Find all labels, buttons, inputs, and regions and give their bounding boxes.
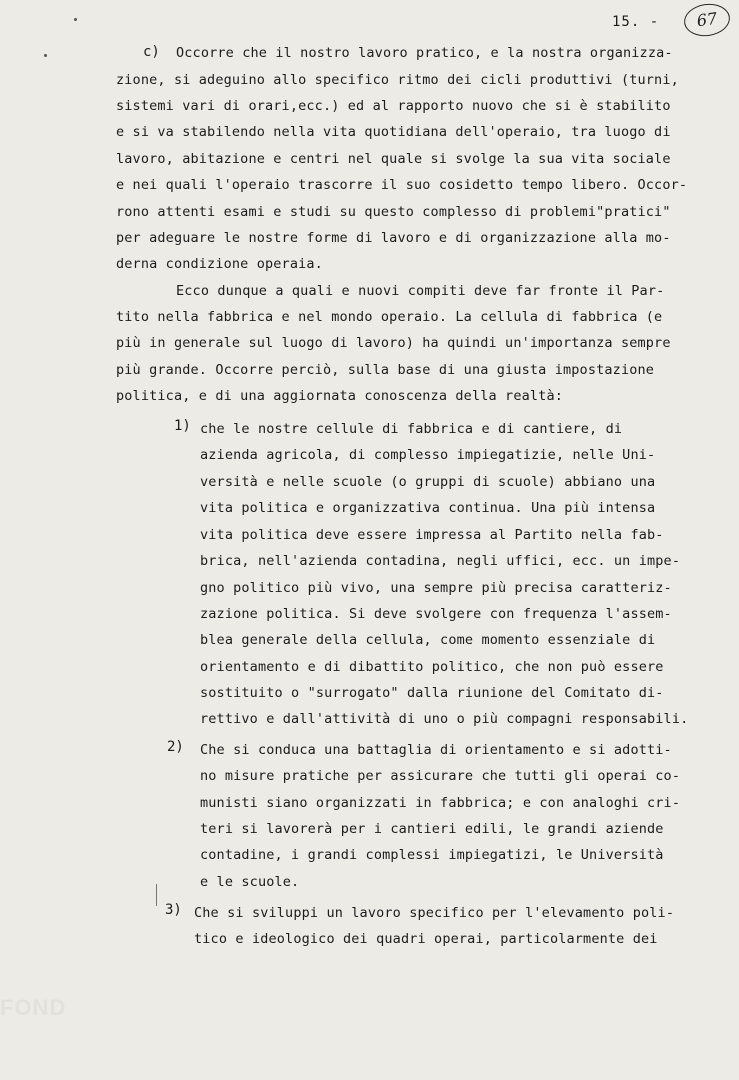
item-1-line: azienda agricola, di complesso impiegatizie, nelle Uni- [200,447,656,463]
item-2-line: contadine, i grandi complessi impiegatizi, le Università [200,847,664,863]
page-number: 15. - [612,14,660,30]
item-1-line: vita politica deve essere impressa al Partito nella fab- [200,527,664,543]
section-c-line: Occorre che il nostro lavoro pratico, e la nostra organizza- [176,45,673,61]
paragraph-line: Ecco dunque a quali e nuovi compiti deve far fronte il Par- [176,283,665,299]
section-c-line: zione, si adeguino allo specifico ritmo dei cicli produttivi (turni, [116,72,679,88]
item-1-line: che le nostre cellule di fabbrica e di cantiere, di [200,421,623,437]
section-c-line: sistemi vari di orari,ecc.) ed al rapporto nuovo che si è stabilito [116,98,671,114]
section-c-line: e nei quali l'operaio trascorre il suo cosidetto tempo libero. Occor- [116,177,688,193]
item-1-line: vita politica e organizzativa continua. Una più intensa [200,500,656,516]
paragraph-line: tito nella fabbrica e nel mondo operaio. La cellula di fabbrica (e [116,309,663,325]
paragraph-line: più in generale sul luogo di lavoro) ha quindi un'importanza sempre [116,335,671,351]
archive-watermark: FOND [0,995,67,1020]
margin-mark [156,884,157,906]
item-1-line: brica, nell'azienda contadina, negli uffici, ecc. un impe- [200,553,681,569]
item-1-line: gno politico più vivo, una sempre più precisa caratteriz- [200,580,672,596]
section-c-label: c) [143,44,160,60]
paragraph-line: più grande. Occorre perciò, sulla base di una giusta impostazione [116,362,655,378]
item-3-line: tico e ideologico dei quadri operai, particolarmente dei [194,931,658,947]
section-c-line: per adeguare le nostre forme di lavoro e di organizzazione alla mo- [116,230,671,246]
item-1-label: 1) [174,418,191,434]
section-c-line: e si va stabilendo nella vita quotidiana dell'operaio, tra luogo di [116,124,671,140]
paper-speck [74,18,77,21]
item-1-line: zazione politica. Si deve svolgere con frequenza l'assem- [200,606,672,622]
item-2-line: Che si conduca una battaglia di orientamento e si adotti- [200,742,672,758]
item-1-line: sostituito o "surrogato" dalla riunione del Comitato di- [200,685,664,701]
item-1-line: versità e nelle scuole (o gruppi di scuole) abbiano una [200,474,656,490]
item-1-line: rettivo e dall'attività di uno o più compagni responsabili. [200,711,689,727]
item-2-line: teri si lavorerà per i cantieri edili, le grandi aziende [200,821,664,837]
item-3-line: Che si sviluppi un lavoro specifico per l'elevamento poli- [194,905,675,921]
section-c-line: derna condizione operaia. [116,256,323,272]
item-1-line: blea generale della cellula, come momento essenziale di [200,632,656,648]
item-2-line: no misure pratiche per assicurare che tutti gli operai co- [200,768,681,784]
section-c-line: rono attenti esami e studi su questo complesso di problemi"pratici" [116,204,671,220]
item-3-label: 3) [165,902,182,918]
item-2-line: munisti siano organizzati in fabbrica; e con analoghi cri- [200,795,681,811]
paragraph-line: politica, e di una aggiornata conoscenza della realtà: [116,388,563,404]
item-1-line: orientamento e di dibattito politico, che non può essere [200,659,664,675]
item-2-label: 2) [167,739,184,755]
folio-number: 67 [682,1,732,39]
paper-speck [44,54,47,57]
item-2-line: e le scuole. [200,874,300,890]
section-c-line: lavoro, abitazione e centri nel quale si svolge la sua vita sociale [116,151,671,167]
